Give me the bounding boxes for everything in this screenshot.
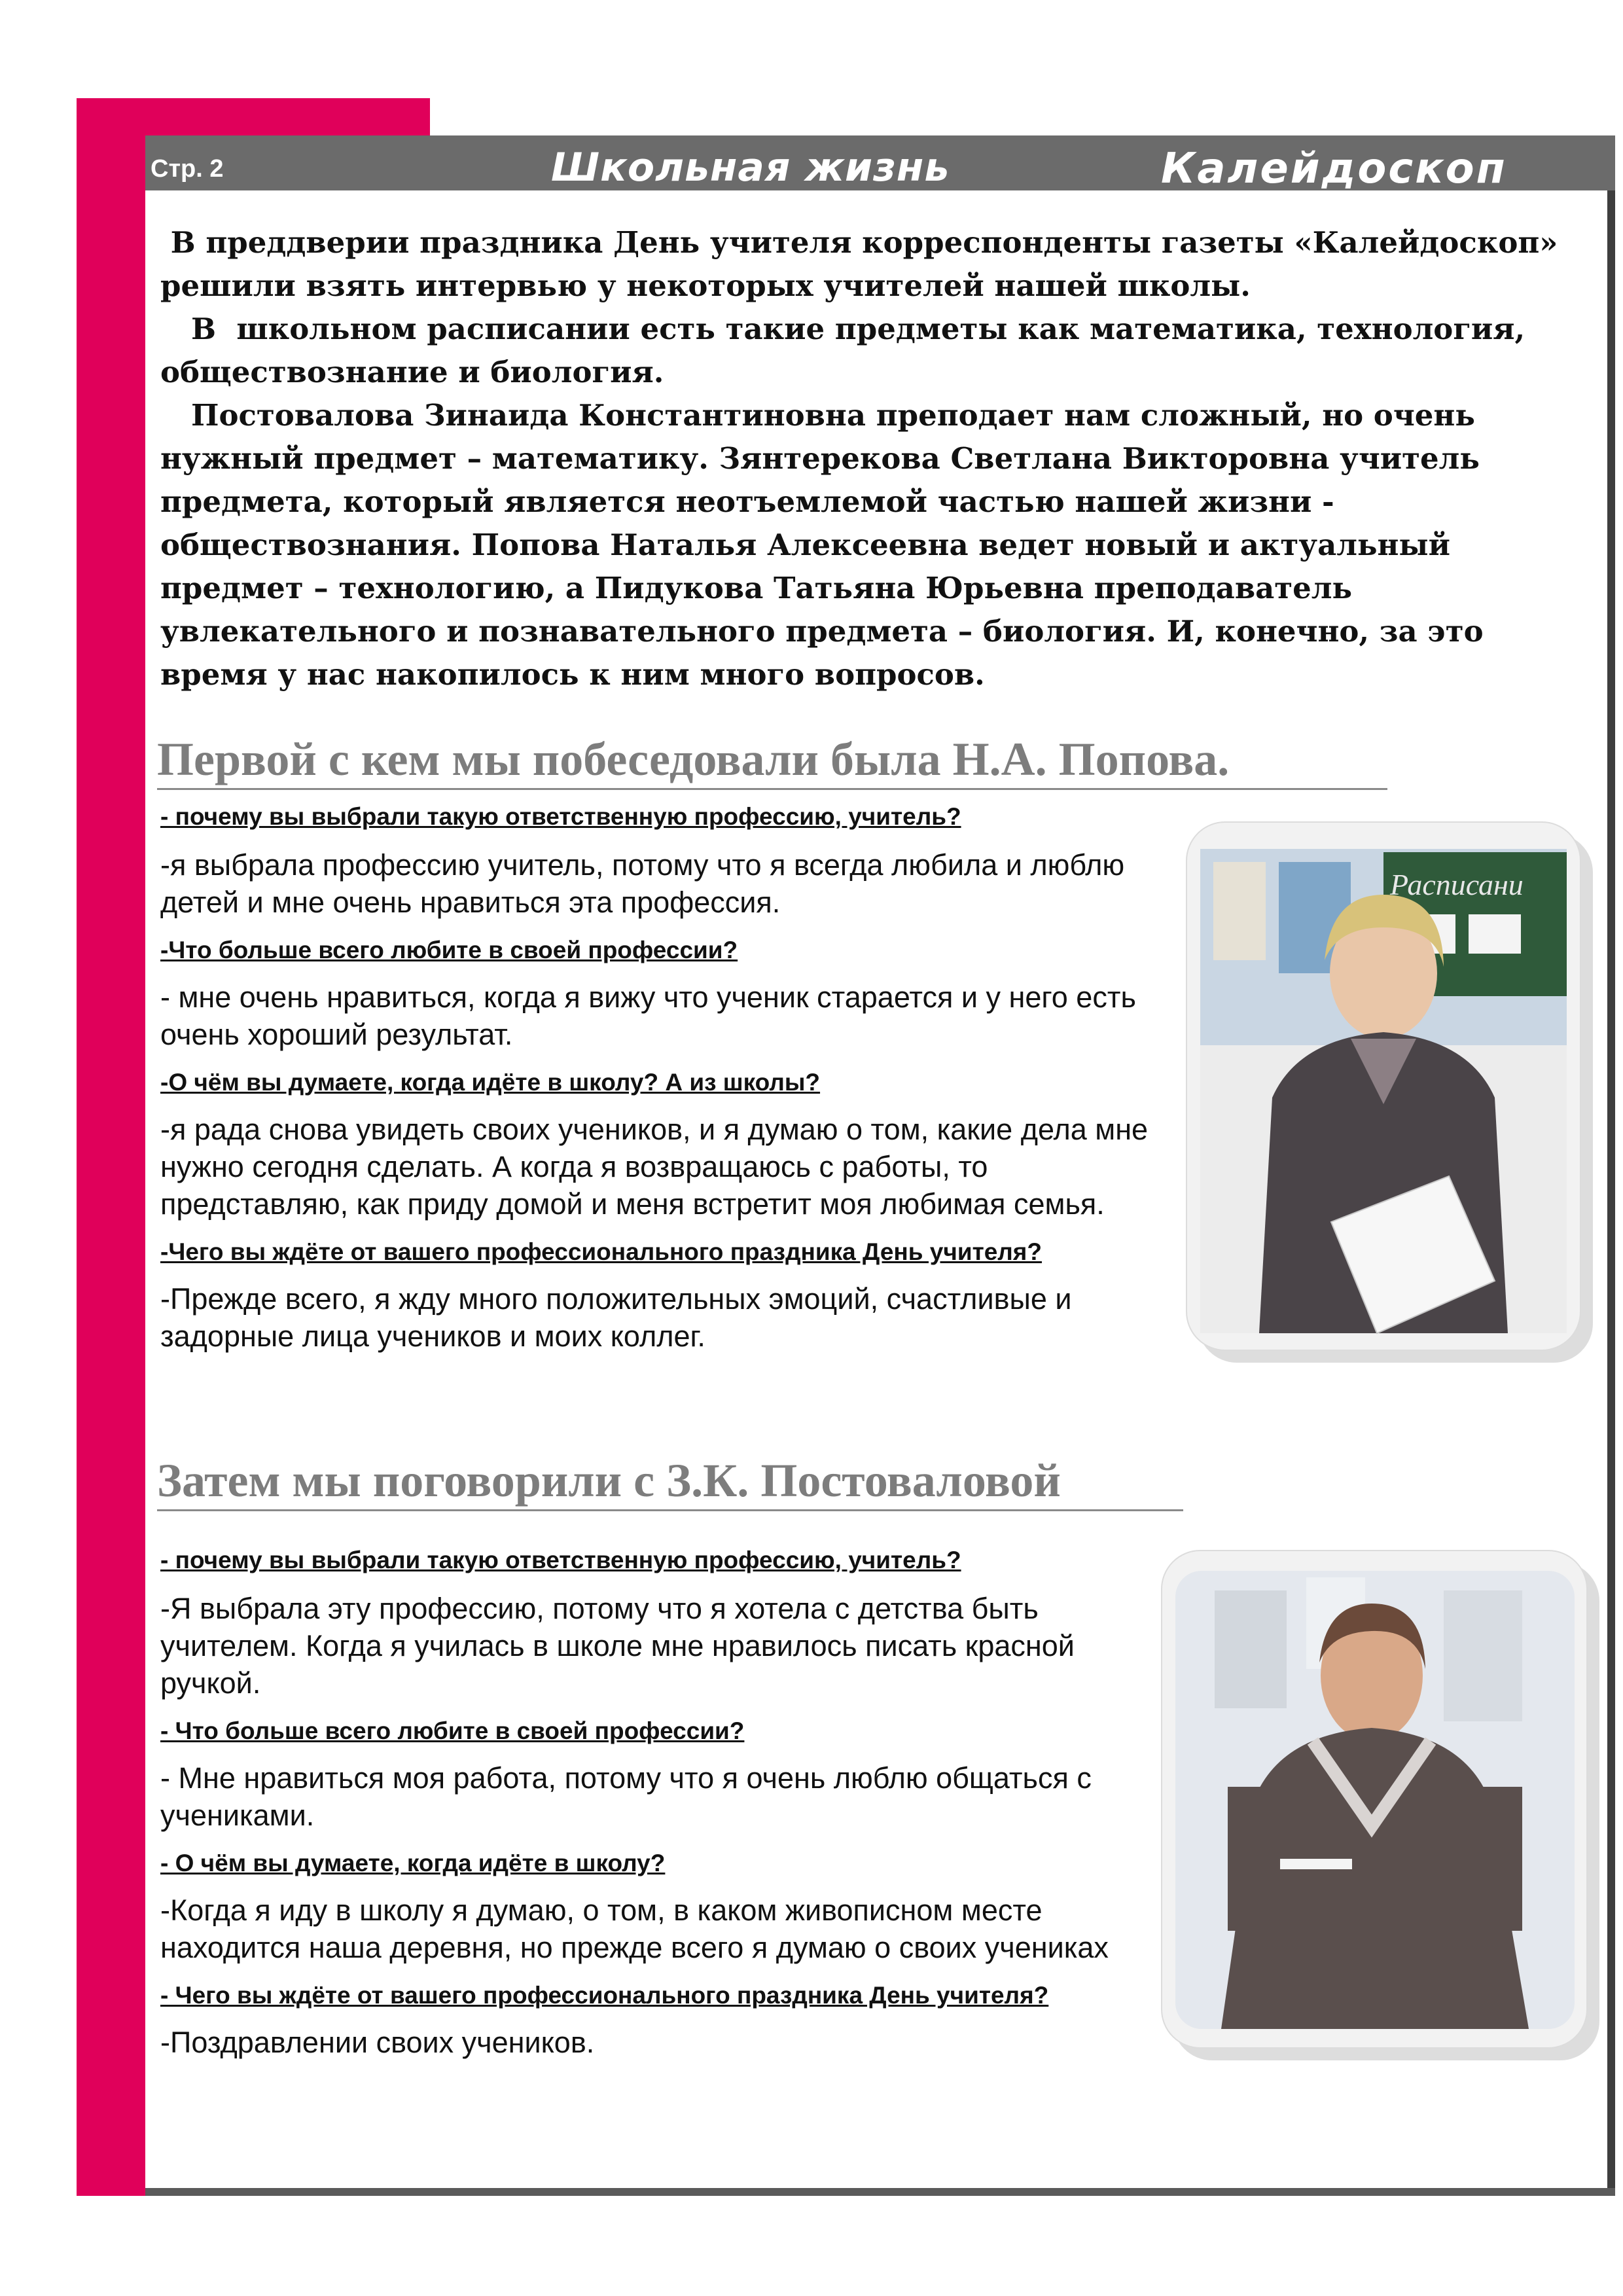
intro-paragraph: В преддверии праздника День учителя корреспонденты газеты «Калейдоскоп» решили взять интервью у некоторых учителей нашей школы.: [160, 225, 1569, 303]
question: - Чего вы ждёте от вашего профессионального праздника День учителя?: [160, 1982, 1049, 2009]
interview1-heading: Первой с кем мы побеседовали была Н.А. Попова.: [157, 732, 1387, 790]
question: - почему вы выбрали такую ответственную профессию, учитель?: [160, 1547, 961, 1573]
frame-border-right: [1607, 135, 1615, 2196]
answer: -я выбрала профессию учитель, потому что я всегда любила и люблю детей и мне очень нравиться эта профессия.: [160, 848, 1158, 919]
section-title: Школьная жизнь: [551, 145, 950, 190]
page-header: [145, 135, 1615, 193]
interview2-heading: Затем мы поговорили с З.К. Постоваловой: [157, 1453, 1183, 1511]
interview1-qa: [160, 802, 1181, 1355]
answer: -Когда я иду в школу я думаю, о том, в каком живописном месте находится наша деревня, но прежде всего я думаю о своих учениках: [160, 1893, 1109, 1964]
question: - почему вы выбрали такую ответственную профессию, учитель?: [160, 803, 961, 830]
question: -Чего вы ждёте от вашего профессионального праздника День учителя?: [160, 1238, 1042, 1265]
intro-paragraph: Постовалова Зинаида Константиновна преподает нам сложный, но очень нужный предмет – математику. Зянтерекова Светлана Викторовна учитель предмета, который является неотъемлемой частью нашей жизни - обществознания. Попова Наталья Алексеевна ведет новый и актуальный предмет – технологию, а Пидукова Татьяна Юрьевна преподаватель увлекательного и познавательного предмета – биология. И, конечно, за это время у нас накопилось к ним много вопросов.: [160, 398, 1494, 692]
answer: -Прежде всего, я жду много положительных эмоций, счастливые и задорные лица учеников и моих коллег.: [160, 1282, 1072, 1353]
question: - О чём вы думаете, когда идёте в школу?: [160, 1850, 666, 1876]
accent-bar-left: [77, 98, 149, 2196]
answer: - мне очень нравиться, когда я вижу что ученик старается и у него есть очень хороший результат.: [160, 980, 1136, 1051]
intro-text: [160, 221, 1600, 696]
answer: - Мне нравиться моя работа, потому что я очень люблю общаться с учениками.: [160, 1761, 1092, 1832]
photo-teacher-popova: [1186, 821, 1581, 1351]
question: -О чём вы думаете, когда идёте в школу? А из школы?: [160, 1069, 821, 1096]
page-number: Стр. 2: [151, 155, 224, 183]
answer: -я рада снова увидеть своих учеников, и я думаю о том, какие дела мне нужно сегодня сделать. А когда я возвращаюсь с работы, то представляю, как приду домой и меня встретит моя любимая семья.: [160, 1113, 1181, 1221]
question: -Что больше всего любите в своей профессии?: [160, 937, 738, 963]
answer: -Поздравлении своих учеников.: [160, 2026, 595, 2059]
question: - Что больше всего любите в своей профессии?: [160, 1717, 745, 1744]
interview2-qa: [160, 1545, 1149, 2061]
frame-border-bottom: [145, 2188, 1615, 2196]
intro-paragraph: В школьном расписании есть такие предметы как математика, технология, обществознание и биология.: [160, 312, 1535, 389]
board-text: Расписани: [1390, 868, 1524, 901]
answer: -Я выбрала эту профессию, потому что я хотела с детства быть учителем. Когда я училась в школе мне нравилось писать красной ручкой.: [160, 1592, 1075, 1700]
photo-teacher-postovalova: [1161, 1550, 1588, 2049]
magazine-title: Калейдоскоп: [1161, 145, 1507, 193]
